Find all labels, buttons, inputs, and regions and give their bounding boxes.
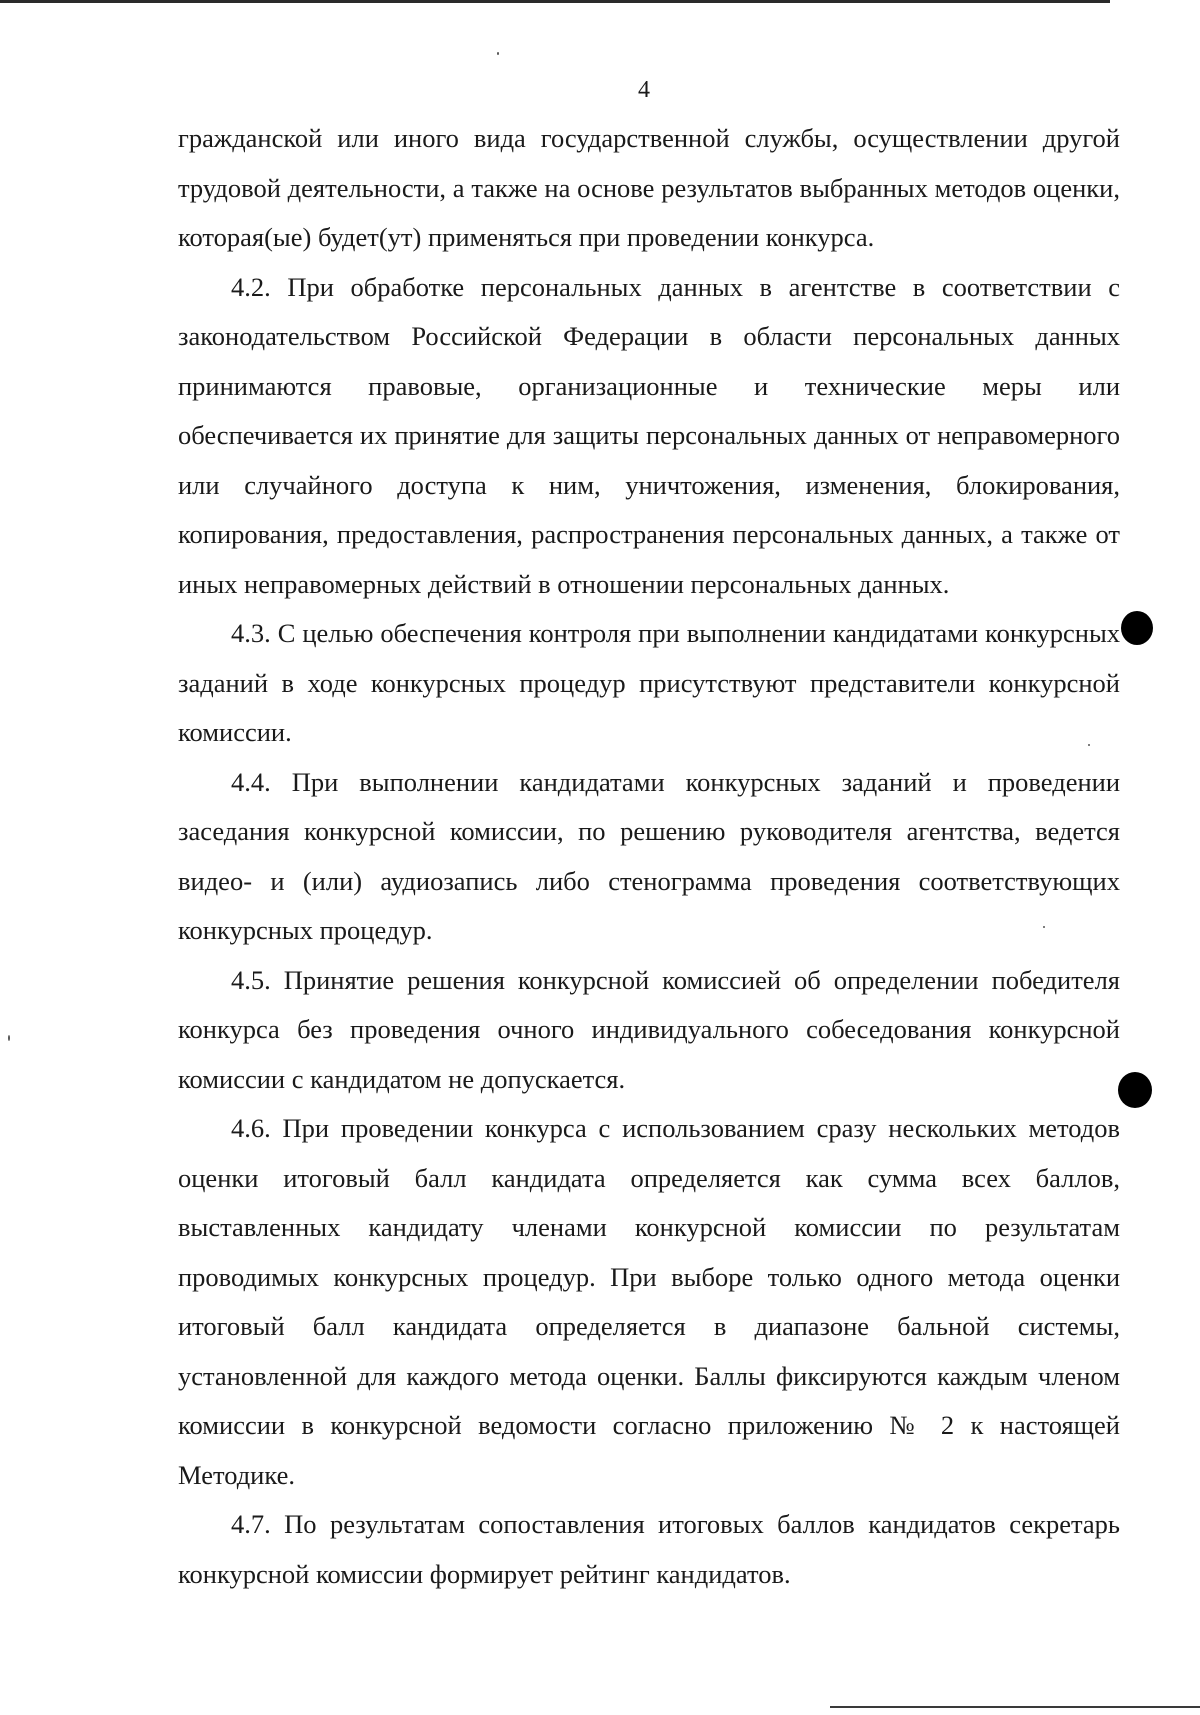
paragraph-4-3: 4.3. С целью обеспечения контроля при выполнении кандидатами конкурсных заданий в ходе конкурсных процедур присутствуют представители конкурсной комиссии. xyxy=(178,618,1120,747)
scan-speck xyxy=(497,52,499,55)
punch-hole-lower xyxy=(1118,1072,1152,1108)
document-body xyxy=(178,114,1120,1599)
scan-speck xyxy=(1043,926,1045,928)
paragraph-continuation: гражданской или иного вида государственной службы, осуществлении другой трудовой деятельности, а также на основе результатов выбранных методов оценки, которая(ые) будет(ут) применяться при проведении конкурса. xyxy=(178,123,1120,252)
page-number: 4 xyxy=(638,77,650,103)
paragraph-4-7: 4.7. По результатам сопоставления итоговых баллов кандидатов секретарь конкурсной комиссии формирует рейтинг кандидатов. xyxy=(178,1509,1120,1589)
scan-speck xyxy=(8,1035,10,1041)
paragraph-4-2: 4.2. При обработке персональных данных в агентстве в соответствии с законодательством Российской Федерации в области персональных данных принимаются правовые, организационные и технические меры или обеспечивается их принятие для защиты персональных данных от неправомерного или случайного доступа к ним, уничтожения, изменения, блокирования, копирования, предоставления, распространения персональных данных, а также от иных неправомерных действий в отношении персональных данных. xyxy=(178,271,1120,599)
paragraph-4-5: 4.5. Принятие решения конкурсной комиссией об определении победителя конкурса без проведения очного индивидуального собеседования конкурсной комиссии с кандидатом не допускается. xyxy=(178,964,1120,1094)
paragraph-4-6: 4.6. При проведении конкурса с использованием сразу нескольких методов оценки итоговый балл кандидата определяется как сумма всех баллов, выставленных кандидату членами конкурсной комиссии по результатам проводимых конкурсных процедур. При выборе только одного метода оценки итоговый балл кандидата определяется в диапазоне бальной системы, установленной для каждого метода оценки. Баллы фиксируются каждым членом комиссии в конкурсной ведомости согласно приложению № 2 к настоящей Методике. xyxy=(178,1113,1120,1490)
scan-edge-top xyxy=(0,0,1110,3)
scan-edge-bottom xyxy=(830,1706,1200,1708)
punch-hole-upper xyxy=(1121,611,1153,645)
scan-speck xyxy=(1088,744,1090,746)
paragraph-4-4: 4.4. При выполнении кандидатами конкурсных заданий и проведении заседания конкурсной комиссии, по решению руководителя агентства, ведется видео- и (или) аудиозапись либо стенограмма проведения соответствующих конкурсных процедур. xyxy=(178,766,1120,945)
